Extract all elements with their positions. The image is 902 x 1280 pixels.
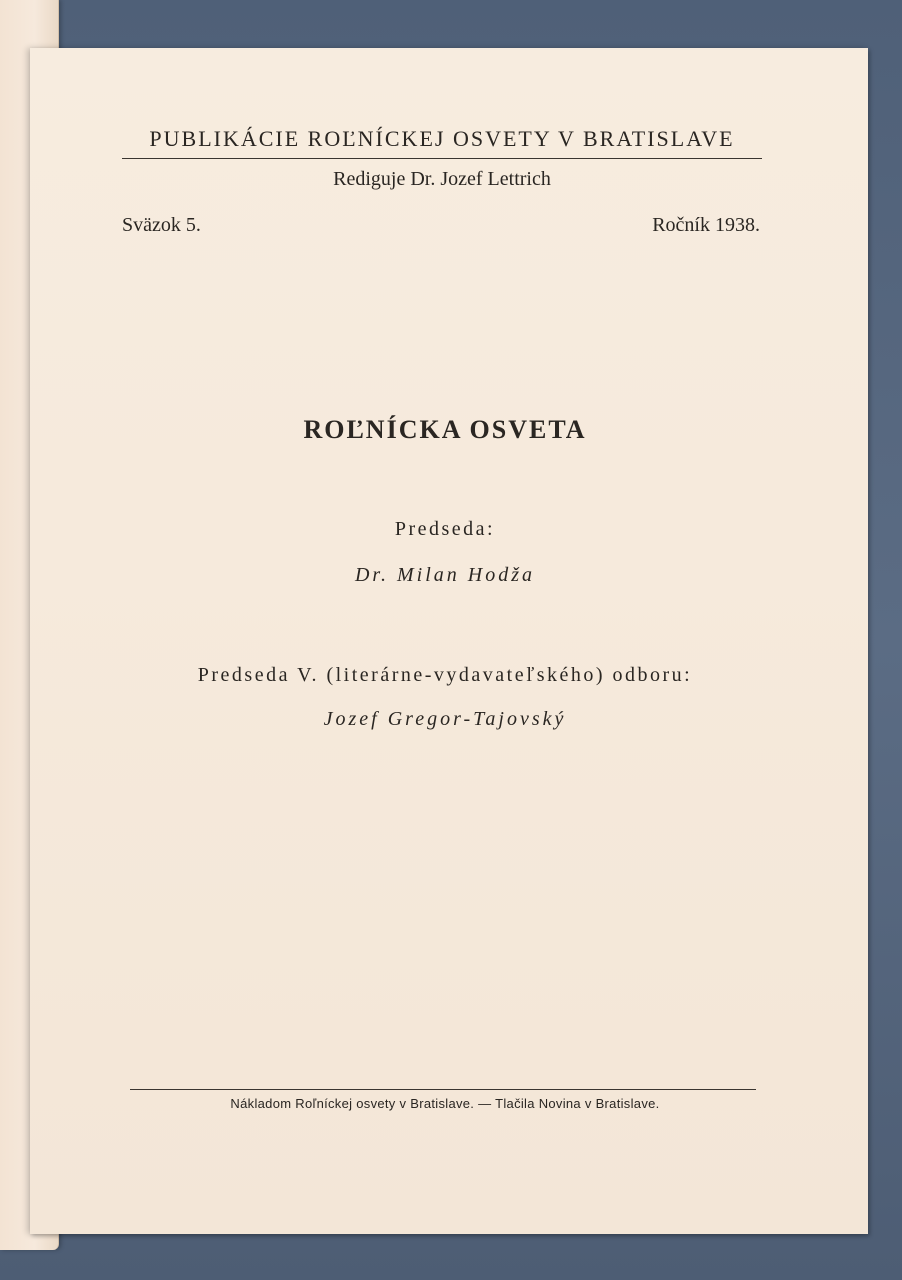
printer-imprint: Nákladom Roľníckej osvety v Bratislave. — Tlačila Novina v Bratislave. <box>230 1096 660 1111</box>
title-page <box>30 48 868 1234</box>
chair-name: Dr. Milan Hodža <box>354 564 535 586</box>
section-chair-label: Predseda V. (literárne-vydavateľského) odboru: <box>197 664 693 686</box>
header-rule <box>122 158 762 159</box>
section-chair-name: Jozef Gregor-Tajovský <box>323 708 567 730</box>
footer-rule <box>130 1089 756 1090</box>
chair-label: Predseda: <box>394 518 496 540</box>
editor-line: Rediguje Dr. Jozef Lettrich <box>333 168 551 190</box>
volume-number: Sväzok 5. <box>122 214 201 236</box>
organization-title: ROĽNÍCKA OSVETA <box>303 415 587 444</box>
volume-year: Ročník 1938. <box>652 214 760 236</box>
series-title: PUBLIKÁCIE ROĽNÍCKEJ OSVETY V BRATISLAVE <box>149 126 735 151</box>
